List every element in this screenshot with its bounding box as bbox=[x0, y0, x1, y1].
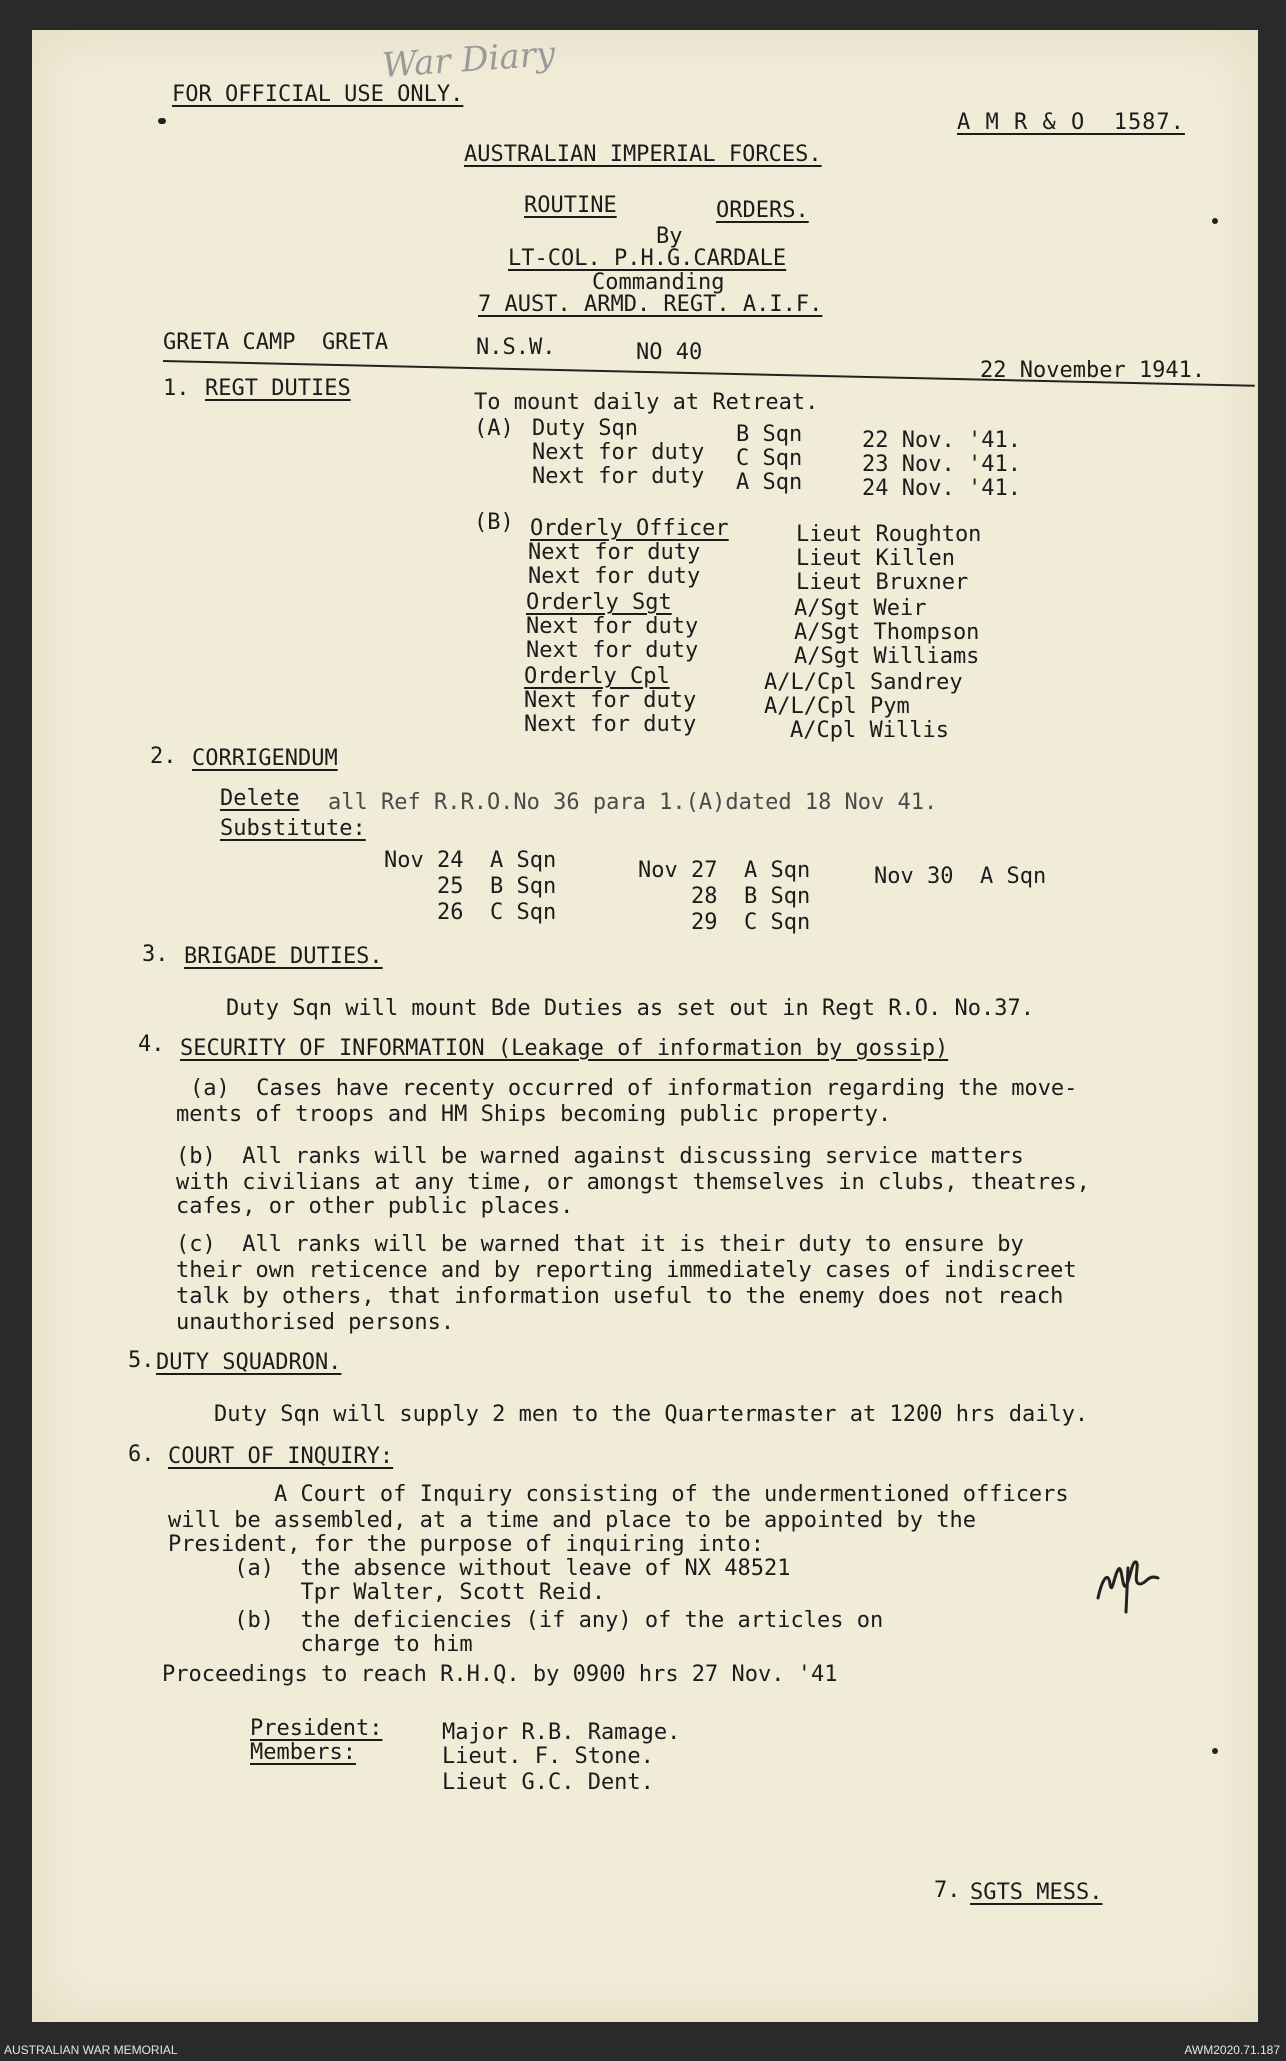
president-name: Major R.B. Ramage. bbox=[442, 1720, 681, 1745]
body-line: talk by others, that information useful to the enemy does not reach bbox=[176, 1284, 1064, 1309]
commanding-label: Commanding bbox=[592, 270, 725, 295]
section-3-body: Duty Sqn will mount Bde Duties as set out in Regt R.O. No.37. bbox=[226, 996, 1034, 1021]
routine-title: ROUTINE bbox=[524, 193, 617, 218]
body-line: with civilians at any time, or amongst themselves in clubs, theatres, bbox=[176, 1170, 1090, 1195]
b-row-role: Next for duty bbox=[528, 540, 701, 565]
body-line: charge to him bbox=[168, 1632, 473, 1657]
b-row-name: A/Sgt Williams bbox=[794, 644, 980, 669]
b-row-name: Lieut Bruxner bbox=[796, 570, 969, 595]
section-2-number: 2. bbox=[150, 744, 177, 769]
body-line: cafes, or other public places. bbox=[176, 1194, 574, 1219]
delete-text: all Ref R.R.O.No 36 para 1.(A)dated 18 Nov 41. bbox=[328, 790, 938, 815]
ink-mark bbox=[158, 118, 166, 124]
substitute-label: Substitute: bbox=[220, 816, 366, 841]
a-row-role: Duty Sqn bbox=[532, 416, 638, 441]
org-title: AUSTRALIAN IMPERIAL FORCES. bbox=[464, 142, 822, 167]
footer-right: AWM2020.71.187 bbox=[1184, 2043, 1280, 2057]
b-row-name: Lieut Roughton bbox=[796, 522, 982, 547]
body-line: (b) All ranks will be warned against discussing service matters bbox=[176, 1144, 1024, 1169]
state: N.S.W. bbox=[476, 335, 556, 360]
section-7-number: 7. bbox=[934, 1878, 961, 1903]
section-1-title: REGT DUTIES bbox=[205, 376, 351, 401]
a-row-sqn: C Sqn bbox=[736, 446, 803, 471]
b-row-name: A/Sgt Weir bbox=[794, 596, 927, 621]
orders-title: ORDERS. bbox=[716, 198, 809, 223]
body-line: (b) the deficiencies (if any) of the articles on bbox=[168, 1608, 884, 1633]
section-3-number: 3. bbox=[142, 942, 169, 967]
a-row-role: Next for duty bbox=[532, 464, 705, 489]
a-row-date: 24 Nov. '41. bbox=[862, 476, 1021, 501]
president-label: President: bbox=[250, 1716, 383, 1741]
body-line: unauthorised persons. bbox=[176, 1310, 455, 1335]
body-line: President, for the purpose of inquiring into: bbox=[168, 1532, 765, 1557]
section-4-number: 4. bbox=[138, 1032, 165, 1057]
body-line: A Court of Inquiry consisting of the undermentioned officers bbox=[168, 1482, 1069, 1507]
b-row-role: Orderly Officer bbox=[530, 516, 729, 541]
b-row-name: Lieut Killen bbox=[796, 546, 955, 571]
body-line: Tpr Walter, Scott Reid. bbox=[168, 1580, 606, 1605]
body-line: their own reticence and by reporting immediately cases of indiscreet bbox=[176, 1258, 1077, 1283]
a-row-sqn: B Sqn bbox=[736, 422, 803, 447]
footer-left: AUSTRALIAN WAR MEMORIAL bbox=[4, 2043, 178, 2057]
substitute-entry: Nov 27 A Sqn bbox=[638, 858, 811, 883]
section-7-title: SGTS MESS. bbox=[970, 1880, 1103, 1905]
section-5-title: DUTY SQUADRON. bbox=[156, 1350, 342, 1375]
b-row-role: Next for duty bbox=[524, 688, 697, 713]
section-1-a-label: (A) bbox=[474, 416, 514, 441]
section-4-title: SECURITY OF INFORMATION (Leakage of information by gossip) bbox=[180, 1036, 949, 1061]
section-3-title: BRIGADE DUTIES. bbox=[184, 944, 383, 969]
a-row-role: Next for duty bbox=[532, 440, 705, 465]
reference-number: A M R & O 1587. bbox=[957, 110, 1185, 135]
b-row-role: Orderly Cpl bbox=[524, 664, 670, 689]
members-label: Members: bbox=[250, 1740, 356, 1765]
section-1-number: 1. bbox=[163, 376, 190, 401]
section-5-number: 5. bbox=[128, 1348, 155, 1373]
b-row-role: Next for duty bbox=[526, 614, 699, 639]
b-row-name: A/L/Cpl Pym bbox=[764, 694, 910, 719]
a-row-sqn: A Sqn bbox=[736, 470, 803, 495]
section-1-b-label: (B) bbox=[474, 510, 514, 535]
substitute-entry: Nov 30 A Sqn bbox=[874, 864, 1047, 889]
b-row-name: A/Cpl Willis bbox=[790, 718, 949, 743]
substitute-entry: 25 B Sqn bbox=[384, 874, 557, 899]
body-line: ments of troops and HM Ships becoming public property. bbox=[176, 1102, 892, 1127]
substitute-entry: 29 C Sqn bbox=[638, 910, 811, 935]
section-6-number: 6. bbox=[128, 1442, 155, 1467]
body-line: will be assembled, at a time and place to be appointed by the bbox=[168, 1508, 976, 1533]
order-number: NO 40 bbox=[636, 340, 703, 365]
member-name: Lieut G.C. Dent. bbox=[442, 1770, 654, 1795]
body-line: (a) the absence without leave of NX 48521 bbox=[168, 1556, 791, 1581]
a-row-date: 22 Nov. '41. bbox=[862, 428, 1021, 453]
document-page bbox=[32, 30, 1258, 2022]
section-2-title: CORRIGENDUM bbox=[192, 746, 338, 771]
section-1-intro: To mount daily at Retreat. bbox=[474, 390, 819, 415]
substitute-entry: 28 B Sqn bbox=[638, 884, 811, 909]
commanding-officer: LT-COL. P.H.G.CARDALE bbox=[508, 246, 787, 271]
section-5-body: Duty Sqn will supply 2 men to the Quartermaster at 1200 hrs daily. bbox=[214, 1402, 1089, 1427]
body-line: (a) Cases have recenty occurred of information regarding the move- bbox=[190, 1076, 1078, 1101]
body-line: Proceedings to reach R.H.Q. by 0900 hrs 27 Nov. '41 bbox=[162, 1662, 838, 1687]
b-row-role: Next for duty bbox=[524, 712, 697, 737]
by-label: By bbox=[656, 224, 683, 249]
section-6-title: COURT OF INQUIRY: bbox=[168, 1444, 394, 1469]
delete-label: Delete bbox=[220, 786, 300, 811]
a-row-date: 23 Nov. '41. bbox=[862, 452, 1021, 477]
unit-name: 7 AUST. ARMD. REGT. A.I.F. bbox=[478, 292, 823, 317]
b-row-name: A/L/Cpl Sandrey bbox=[764, 670, 963, 695]
ink-mark bbox=[1212, 1748, 1218, 1754]
member-name: Lieut. F. Stone. bbox=[442, 1744, 654, 1769]
order-date: 22 November 1941. bbox=[980, 358, 1206, 383]
initials-signature bbox=[1092, 1540, 1172, 1620]
classification: FOR OFFICIAL USE ONLY. bbox=[172, 82, 464, 107]
substitute-entry: Nov 24 A Sqn bbox=[384, 848, 557, 873]
b-row-name: A/Sgt Thompson bbox=[794, 620, 980, 645]
body-line: (c) All ranks will be warned that it is their duty to ensure by bbox=[176, 1232, 1024, 1257]
b-row-role: Next for duty bbox=[528, 564, 701, 589]
substitute-entry: 26 C Sqn bbox=[384, 900, 557, 925]
camp-location: GRETA CAMP GRETA bbox=[163, 330, 389, 355]
handwritten-note: War Diary bbox=[380, 34, 557, 86]
b-row-role: Orderly Sgt bbox=[526, 590, 672, 615]
b-row-role: Next for duty bbox=[526, 638, 699, 663]
ink-mark bbox=[1212, 218, 1218, 224]
